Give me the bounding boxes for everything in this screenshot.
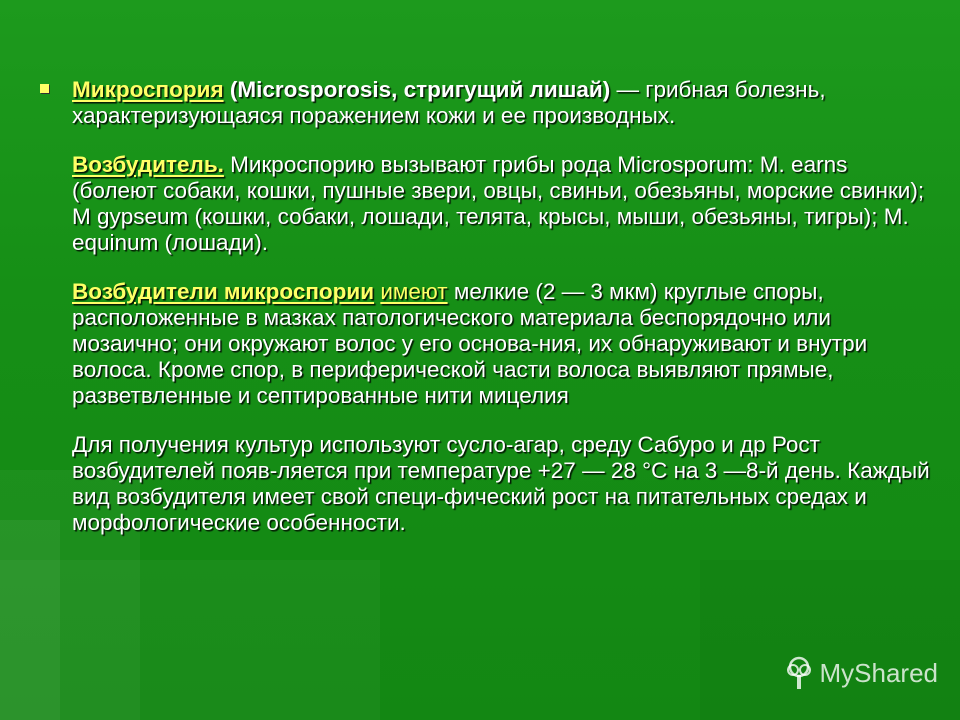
culture-text: Для получения культур используют сусло-агар, среду Сабуро и др Рост возбудителей появ-ляется при температуре +27 — 28 °С на 3 —8-й день. Каждый вид возбудителя имеет свой специ-фический рост на питательных средах и морфологические особенности. (72, 432, 930, 535)
culture-paragraph (72, 432, 932, 536)
square-bullet-icon (40, 84, 49, 93)
pathogen-paragraph (72, 152, 932, 256)
pathogen-heading: Возбудитель. (72, 152, 224, 177)
tree-logo-icon (784, 656, 814, 690)
definition-text: — грибная болезнь, характеризующаяся поражением кожи и ее производных. (72, 77, 826, 128)
morphology-paragraph (72, 279, 932, 409)
background-band (700, 560, 960, 720)
morphology-link[interactable]: имеют (380, 279, 448, 304)
myshared-watermark (784, 656, 939, 690)
term-title: Микроспория (72, 77, 224, 102)
watermark-text: MyShared (819, 657, 938, 688)
morphology-text: мелкие (2 — 3 мкм) круглые споры, расположенные в мазках патологического материала беспорядочно или мозаично; они окружают волос у его основа-ния, их обнаруживают и внутри волоса. Кроме спор, в периферической части волоса выявляют прямые, разветвленные и септированные нити мицелия (72, 279, 868, 408)
background-band (0, 560, 380, 720)
slide-body (72, 77, 932, 559)
definition-paragraph (72, 77, 932, 129)
pathogen-text: Микроспорию вызывают грибы рода Microsporum: M. earns (болеют собаки, кошки, пушные звери, овцы, свиньи, обезьяны, морские свинки); M gypseum (кошки, собаки, лошади, телята, крысы, мыши, обезьяны, тигры); M. equinum (лошади). (72, 152, 925, 255)
term-latin: (Microsporosis, стригущий лишай) (229, 77, 611, 102)
morphology-heading: Возбудители микроспории (72, 279, 375, 304)
